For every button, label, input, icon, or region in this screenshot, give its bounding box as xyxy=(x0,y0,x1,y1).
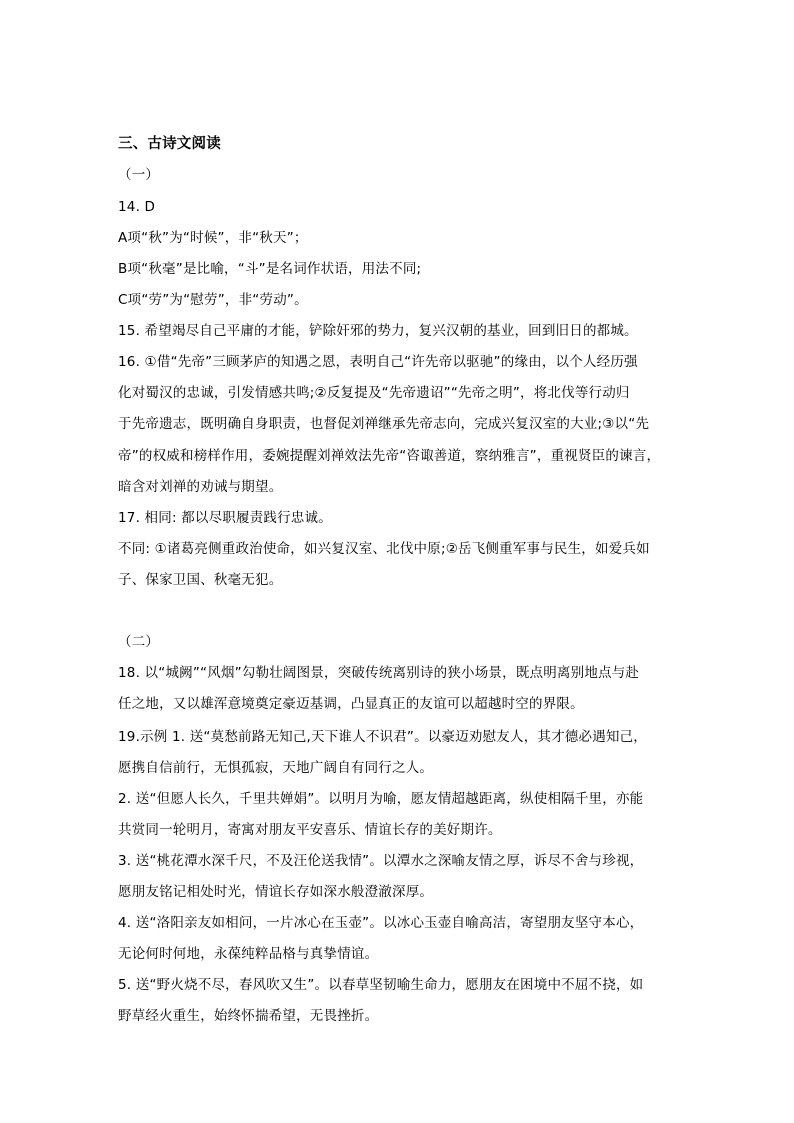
answer-line: 17. 相同: 都以尽职履责践行忠诚。 xyxy=(118,510,332,526)
part1-label: （一） xyxy=(118,167,160,183)
answer-line: 无论何时何地，永葆纯粹品格与真挚情谊。 xyxy=(118,946,379,962)
answer-line: A项“秋”为“时候”，非“秋天”； xyxy=(118,230,308,246)
answer-line: 3. 送“桃花潭水深千尺，不及汪伦送我情”。以潭水之深喻友情之厚，诉尽不舍与珍视， xyxy=(118,853,644,869)
answer-line: 5. 送“野火烧不尽，春风吹又生”。以春草坚韧喻生命力，愿朋友在困境中不屈不挠，如 xyxy=(118,977,644,993)
answer-line: 4. 送“洛阳亲友如相问，一片冰心在玉壶”。以冰心玉壶自喻高洁，寄望朋友坚守本心， xyxy=(118,915,644,931)
answer-line: 15. 希望竭尽自己平庸的才能，铲除奸邪的势力，复兴汉朝的基业，回到旧日的都城。 xyxy=(118,323,638,339)
answer-line: 不同: ①诸葛亮侧重政治使命，如兴复汉室、北伐中原;②岳飞侧重军事与民生，如爱兵如 xyxy=(118,541,650,557)
answer-line: 2. 送“但愿人长久，千里共婵娟”。以明月为喻，愿友情超越距离，纵使相隔千里，亦能 xyxy=(118,791,644,807)
answer-line: 子、保家卫国、秋毫无犯。 xyxy=(118,572,283,588)
answer-line: 愿朋友铭记相处时光，情谊长存如深水般澄澈深厚。 xyxy=(118,884,434,900)
answer-line: 暗含对刘禅的劝诫与期望。 xyxy=(118,479,283,495)
answer-line: 于先帝遗志，既明确自身职责，也督促刘禅继承先帝志向，完成兴复汉室的大业;③以“先 xyxy=(118,416,650,432)
answer-line: 帝”的权威和榜样作用，委婉提醒刘禅效法先帝“咨诹善道，察纳雅言”，重视贤臣的谏言， xyxy=(118,448,661,464)
answer-line: 18. 以“城阙”“风烟”勾勒壮阔图景，突破传统离别诗的狭小场景，既点明离别地点与赴 xyxy=(118,665,640,681)
answer-line: 共赏同一轮明月，寄寓对朋友平安喜乐、情谊长存的美好期许。 xyxy=(118,822,502,838)
answer-line: 化对蜀汉的忠诚，引发情感共鸣;②反复提及“先帝遗诏”“先帝之明”，将北伐等行动归 xyxy=(118,385,630,401)
answer-line: 14. D xyxy=(118,199,156,215)
answer-line: 19.示例 1. 送“莫愁前路无知己,天下谁人不识君”。以豪迈劝慰友人，其才德必遇知己， xyxy=(118,729,648,745)
answer-line: 愿携自信前行，无惧孤寂，天地广阔自有同行之人。 xyxy=(118,760,434,776)
answer-line: 16. ①借“先帝”三顾茅庐的知遇之恩，表明自己“许先帝以驱驰”的缘由，以个人经历强 xyxy=(118,354,638,370)
answer-line: B项“秋毫”是比喻，“斗”是名词作状语，用法不同; xyxy=(118,261,422,277)
section-title: 三、古诗文阅读 xyxy=(118,136,221,152)
part2-label: （二） xyxy=(118,634,160,650)
answer-line: C项“劳”为“慰劳”，非“劳动”。 xyxy=(118,292,308,308)
answer-line: 任之地，又以雄浑意境奠定豪迈基调，凸显真正的友谊可以超越时空的界限。 xyxy=(118,696,584,712)
answer-line: 野草经火重生，始终怀揣希望，无畏挫折。 xyxy=(118,1008,379,1024)
